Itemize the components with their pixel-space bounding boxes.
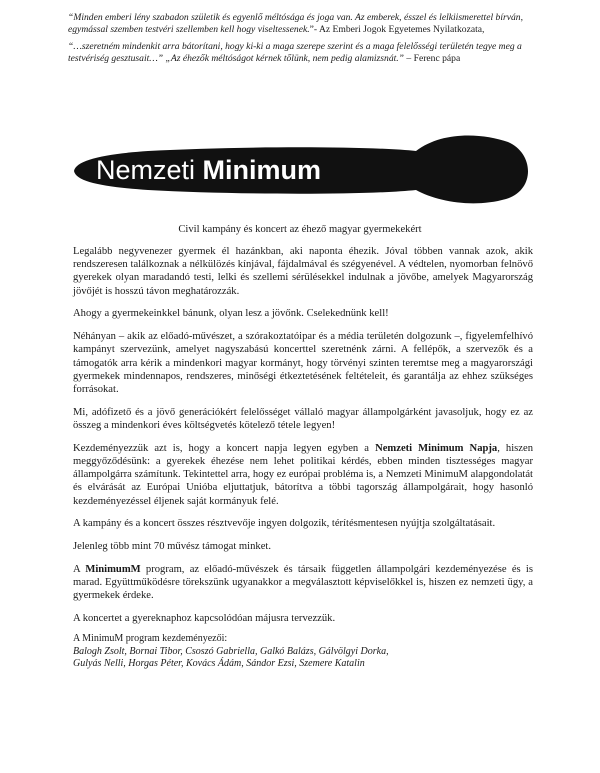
paragraph-1: Legalább negyvenezer gyermek él hazánkban, aki naponta éhezik. Jóval többen vannak azok, akik rendszeresen találkoznak a nélkülözés kínjával, fájdalmával és szégyenével. A védtelen, nyomorban felnövő gyerekek olyan maradandó testi, lelki és szellemi sérülésekkel indulnak a jövőbe, amelyek Magyarország jövőjét is hosszú távon meghatározzák. bbox=[73, 246, 533, 297]
paragraph-5-end: , hiszen meggyőződésünk: a gyerekek éhezése nem lehet politikai kérdés, ebben minden tisztességes magyar állampolgárra számítunk. Tekintettel arra, hogy ez európai probléma is, a Nemzeti MinimuM alapgondolatát és elvárását az Európai Unióba eljuttatjuk, bátorítva a többi tagország állampolgárait, hogy hasonló kezdeményezéssel éljenek saját kormányuk felé. bbox=[73, 442, 533, 507]
svg-text:Nemzeti Minimum bbox=[96, 155, 321, 185]
paragraph-4: Mi, adófizető és a jövő generációkért felelősséget vállaló magyar állampolgárként javasoljuk, hogy ez az összeg a mindenkori éves költségvetés kötelező tétele legyen! bbox=[73, 406, 533, 432]
quote-human-rights bbox=[68, 12, 536, 37]
paragraph-5-start: Kezdeményezzük azt is, hogy a koncert napja legyen egyben a bbox=[73, 442, 376, 454]
paragraph-2: Ahogy a gyermekeinkkel bánunk, olyan lesz a jövőnk. Cselekednünk kell! bbox=[73, 308, 389, 320]
quote-pope-francis bbox=[68, 41, 536, 66]
paragraph-8-start: A bbox=[73, 564, 86, 576]
credits-names-line-1: Balogh Zsolt, Bornai Tibor, Csoszó Gabriella, Galkó Balázs, Gálvölgyi Dorka, bbox=[73, 645, 389, 657]
quote-human-rights-text: “Minden emberi lény szabadon születik és egyenlő méltósága és joga van. Az emberek, ésszel és lelkiismerettel bírván, egymással szemben testvéri szellemben kell hogy viseltessenek. bbox=[68, 12, 523, 36]
quote-human-rights-source: ”- Az Emberi Jogok Egyetemes Nyilatkozata, bbox=[309, 24, 485, 36]
paragraph-8 bbox=[73, 563, 533, 603]
banner-title-bold: Minimum bbox=[202, 155, 322, 185]
paragraph-8-bold: MinimumM bbox=[85, 564, 141, 576]
paragraph-9: A koncertet a gyereknaphoz kapcsolódóan májusra tervezzük. bbox=[73, 613, 336, 625]
spoon-logo-banner bbox=[70, 134, 530, 206]
credits-names-line-2: Gulyás Nelli, Horgas Péter, Kovács Ádám, Sándor Ezsi, Szemere Katalin bbox=[73, 658, 365, 670]
paragraph-5 bbox=[73, 442, 533, 508]
paragraph-6: A kampány és a koncert összes résztvevője ingyen dolgozik, térítésmentesen nyújtja szolgáltatásait. bbox=[73, 518, 496, 530]
document-subtitle: Civil kampány és koncert az éhező magyar gyermekekért bbox=[178, 224, 422, 235]
paragraph-3: Néhányan – akik az előadó-művészet, a szórakoztatóipar és a média területén dolgozunk –, figyelemfelhívó kampányt szervezünk, amelyet nagyszabású koncerttel szeretnénk zárni. A fellépők, a szervezők és a támogatók arra kérik a mindenkori magyar kormányt, hogy törvényi szinten teremtse meg a magyarországi gyermekek mindennapos, rendszeres, minőségi étkeztetésének feltételeit, és garantálja az ehhez szükséges forrásokat. bbox=[73, 331, 533, 396]
paragraph-7: Jelenleg több mint 70 művész támogat minket. bbox=[73, 541, 272, 553]
credits-block bbox=[73, 633, 533, 671]
paragraph-8-end: program, az előadó-művészek és társaik független állampolgári kezdeményezése és is marad. Együttműködésre törekszünk ugyanakkor a megválasztott képviselőkkel is, hiszen ez nemzeti ügy, a gyermekek érdeke. bbox=[73, 564, 533, 602]
quote-pope-text: “…szeretném mindenkit arra bátorítani, hogy ki-ki a maga szerepe szerint és a maga felelősségi területén tegye meg a testvériség gesztusait…” „Az éhezők méltóságot kérnek tőlünk, nem pedig alamizsnát.” bbox=[68, 40, 522, 65]
banner-title-light: Nemzeti bbox=[96, 155, 203, 185]
paragraph-5-bold: Nemzeti Minimum Napja bbox=[375, 442, 498, 454]
credits-heading: A MinimuM program kezdeményezői: bbox=[73, 633, 228, 645]
quote-pope-source: – Ferenc pápa bbox=[404, 53, 461, 65]
epigraph-quotes bbox=[68, 12, 536, 70]
document-body bbox=[73, 245, 533, 671]
